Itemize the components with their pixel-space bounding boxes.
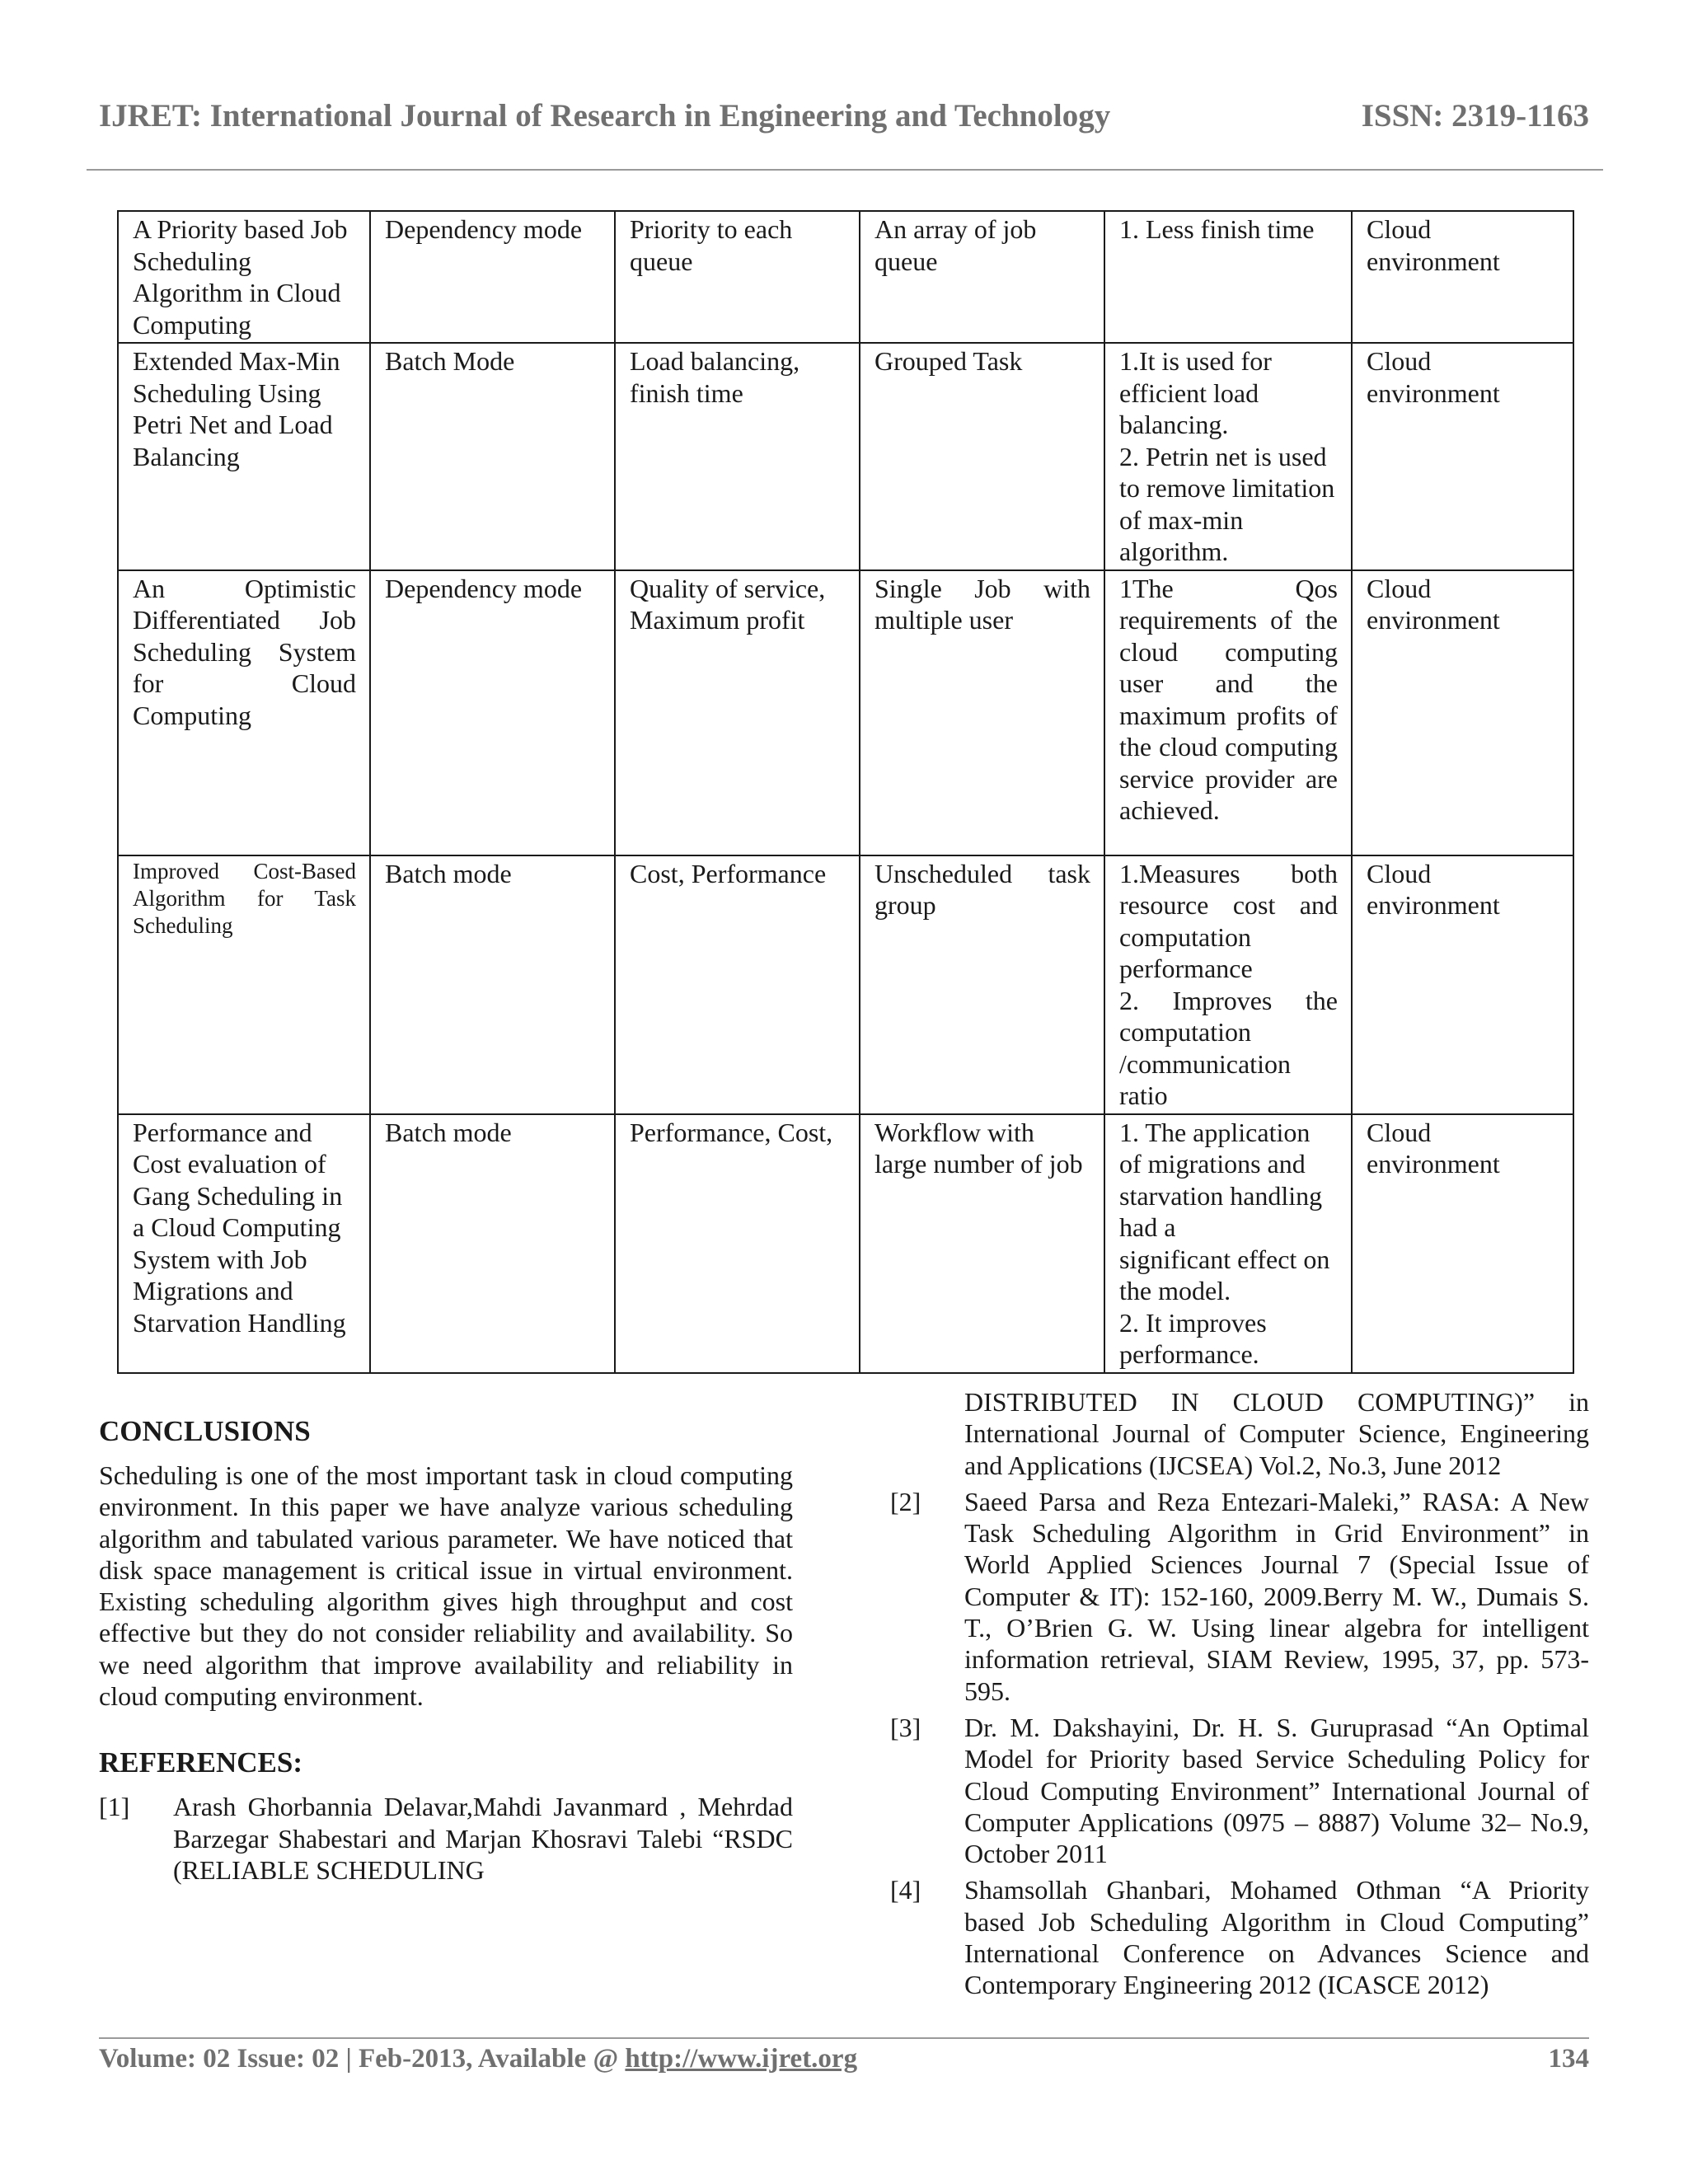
table-cell: An Optimistic Differentiated Job Scheduling System for Cloud Computing [118, 570, 370, 855]
table-cell: 1. The application of migrations and starvation handling had a significant effect on the model. 2. It improves performance. [1104, 1114, 1352, 1373]
journal-title: IJRET: International Journal of Research in Engineering and Technology [99, 98, 1111, 134]
table-cell: Cost, Performance [615, 855, 860, 1114]
footer-volume [99, 2044, 857, 2074]
table-cell: Cloud environment [1352, 1114, 1573, 1373]
conclusions-text: Scheduling is one of the most important task in cloud computing environment. In this paper we have analyze various scheduling algorithm and tabulated various parameter. We have noticed that disk space management is critical issue in virtual environment. Existing scheduling algorithm gives high throughput and cost effective but they do not consider reliability and availability. So we need algorithm that improve availability and reliability in cloud computing environment. [99, 1460, 793, 1712]
table-cell: Dependency mode [370, 211, 615, 343]
header-rule [87, 169, 1603, 171]
running-footer [99, 2044, 1589, 2074]
reference-text: Arash Ghorbannia Delavar,Mahdi Javanmard , Mehrdad Barzegar Shabestari and Marjan Khosravi Talebi “RSDC (RELIABLE SCHEDULING [173, 1792, 793, 1885]
page-number: 134 [1548, 2044, 1589, 2074]
table-cell: 1.Measures both resource cost and computation performance 2. Improves the computation /communication ratio [1104, 855, 1352, 1114]
reference-continuation: DISTRIBUTED IN CLOUD COMPUTING)” in International Journal of Computer Science, Engineering and Applications (IJCSEA) Vol.2, No.3, June 2012 [964, 1387, 1589, 1480]
right-column [890, 1386, 1589, 2006]
reference-item [890, 1486, 1589, 1707]
table-cell: Cloud environment [1352, 211, 1573, 343]
table-row [118, 1114, 1573, 1373]
table-cell: Single Job with multiple user [860, 570, 1104, 855]
table-cell: A Priority based Job Scheduling Algorithm in Cloud Computing [118, 211, 370, 343]
left-column [99, 1413, 793, 1891]
table-cell: Extended Max-Min Scheduling Using Petri Net and Load Balancing [118, 343, 370, 570]
table-cell: Improved Cost-Based Algorithm for Task Scheduling [118, 855, 370, 1114]
reference-text: Shamsollah Ghanbari, Mohamed Othman “A Priority based Job Scheduling Algorithm in Cloud Computing” International Conference on Advances Science and Contemporary Engineering 2012 (ICASCE 2012) [964, 1875, 1589, 2000]
reference-item [890, 1712, 1589, 1869]
table-row [118, 343, 1573, 570]
table-cell: 1. Less finish time [1104, 211, 1352, 343]
table-cell: 1The Qos requirements of the cloud computing user and the maximum profits of the cloud computing service provider are achieved. [1104, 570, 1352, 855]
reference-text: Dr. M. Dakshayini, Dr. H. S. Guruprasad “An Optimal Model for Priority based Service Scheduling Policy for Cloud Computing Environment” International Journal of Computer Applications (0975 – 8887) Volume 32– No.9, October 2011 [964, 1712, 1589, 1869]
reference-number: [2] [890, 1486, 921, 1516]
reference-text: Saeed Parsa and Reza Entezari-Maleki,” RASA: A New Task Scheduling Algorithm in Grid Environment” in World Applied Sciences Journal 7 (Special Issue of Computer & IT): 152-160, 2009.Berry M. W., Dumais S. T., O’Brien G. W. Using linear algebra for intelligent information retrieval, SIAM Review, 1995, 37, pp. 573-595. [964, 1486, 1589, 1706]
table-row [118, 570, 1573, 855]
conclusions-heading: CONCLUSIONS [99, 1415, 311, 1447]
table-cell: Unscheduled task group [860, 855, 1104, 1114]
journal-link[interactable]: http://www.ijret.org [625, 2044, 858, 2074]
volume-text: Volume: 02 Issue: 02 | Feb-2013, Available @ [99, 2044, 626, 2074]
table-cell: Quality of service, Maximum profit [615, 570, 860, 855]
table-cell: 1.It is used for efficient load balancing. 2. Petrin net is used to remove limitation of max-min algorithm. [1104, 343, 1352, 570]
table-cell: Batch Mode [370, 343, 615, 570]
footer-rule [99, 2037, 1589, 2039]
table-cell: Dependency mode [370, 570, 615, 855]
table-row [118, 211, 1573, 343]
table-cell: An array of job queue [860, 211, 1104, 343]
table-cell: Batch mode [370, 1114, 615, 1373]
issn: ISSN: 2319-1163 [1361, 98, 1589, 134]
reference-number: [4] [890, 1875, 921, 1905]
table-cell: Cloud environment [1352, 570, 1573, 855]
table-row [118, 855, 1573, 1114]
table-cell: Performance and Cost evaluation of Gang Scheduling in a Cloud Computing System with Job Migrations and Starvation Handling [118, 1114, 370, 1373]
table-cell: Load balancing, finish time [615, 343, 860, 570]
table-cell: Performance, Cost, [615, 1114, 860, 1373]
reference-number: [1] [99, 1792, 130, 1822]
reference-item [890, 1874, 1589, 2000]
table-cell: Cloud environment [1352, 343, 1573, 570]
reference-number: [3] [890, 1712, 921, 1742]
reference-item [99, 1791, 793, 1886]
running-header [99, 97, 1589, 134]
table-cell: Priority to each queue [615, 211, 860, 343]
references-heading: REFERENCES: [99, 1746, 302, 1779]
comparison-table [117, 210, 1574, 1374]
table-cell: Cloud environment [1352, 855, 1573, 1114]
table-cell: Workflow with large number of job [860, 1114, 1104, 1373]
table-cell: Grouped Task [860, 343, 1104, 570]
table-cell: Batch mode [370, 855, 615, 1114]
